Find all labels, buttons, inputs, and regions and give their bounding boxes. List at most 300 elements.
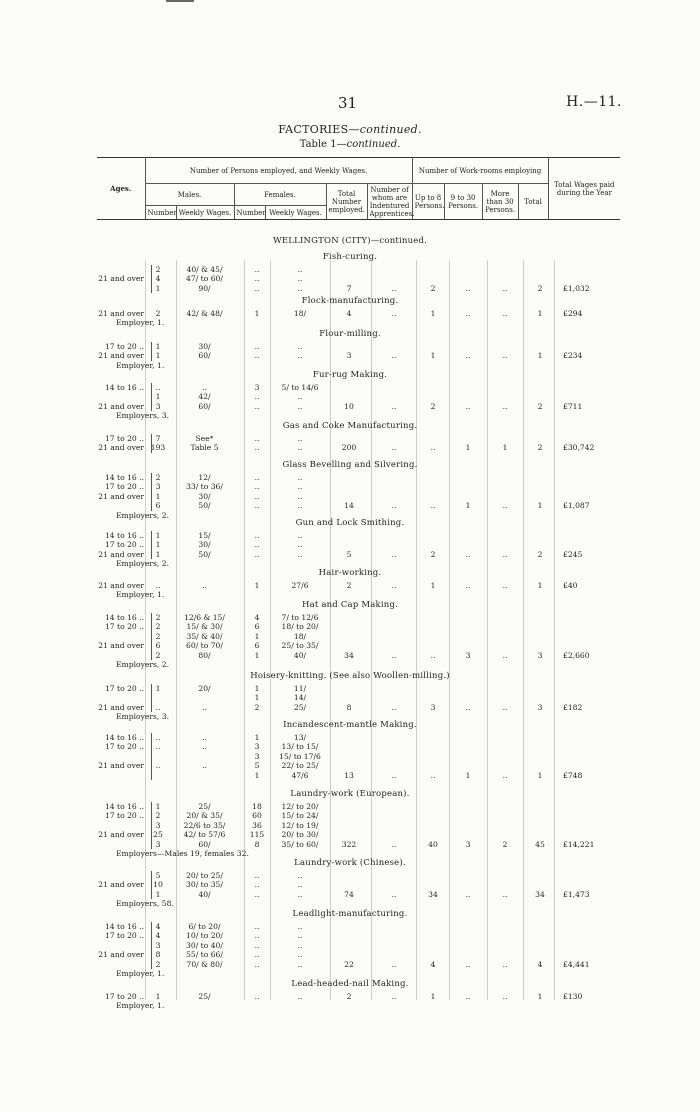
males-number-cell: 2 <box>155 622 161 632</box>
females-number-cell: .. <box>254 482 260 492</box>
table-row <box>0 581 700 591</box>
age-cell: 21 and over <box>98 702 144 712</box>
nine-to-30-cell: .. <box>465 401 471 411</box>
females-wages-cell: .. <box>297 283 303 293</box>
males-number-cell: 1 <box>155 342 161 351</box>
section-heading: Hair-working. <box>318 568 382 578</box>
females-wages-cell: 18/ to 20/ <box>281 622 319 632</box>
females-number-cell: 5 <box>254 761 260 771</box>
section-heading: Fur-rug Making. <box>312 370 388 380</box>
workrooms-total-cell: 4 <box>537 959 543 969</box>
females-number-cell: .. <box>254 283 260 293</box>
nine-to-30-cell: .. <box>465 549 471 559</box>
females-number-cell: .. <box>254 880 260 890</box>
total-wages-cell: £4,441 <box>563 959 590 969</box>
females-number-cell: .. <box>254 342 260 351</box>
page-number: 31 <box>338 94 358 112</box>
up-to-8-cell: 2 <box>430 549 436 559</box>
males-number-cell: 193 <box>150 443 166 453</box>
males-wages-cell: 33/ to 36/ <box>186 482 223 492</box>
header-indentured: Number of whom are Indentured Apprentices. <box>367 184 412 220</box>
females-wages-cell: .. <box>297 392 303 402</box>
females-number-cell: .. <box>254 392 260 402</box>
males-number-cell: 5 <box>155 871 161 880</box>
section-heading: Glass Bevelling and Silvering. <box>282 460 418 470</box>
females-wages-cell: .. <box>297 950 303 960</box>
header-more-than-30: More than 30 Persons. <box>482 184 518 220</box>
males-number-cell: 4 <box>155 922 161 931</box>
row-brace <box>151 265 154 293</box>
males-wages-cell: 20/ <box>198 684 211 693</box>
females-wages-cell: .. <box>297 922 303 931</box>
females-number-cell: 1 <box>254 309 260 318</box>
total-wages-cell: £748 <box>563 770 583 780</box>
males-wages-cell: 12/6 & 15/ <box>184 613 225 622</box>
more-than-30-cell: .. <box>502 401 508 411</box>
nine-to-30-cell: .. <box>465 283 471 293</box>
females-number-cell: 1 <box>254 650 260 660</box>
males-wages-cell: 20/ & 35/ <box>186 811 223 821</box>
males-wages-cell: .. <box>202 761 207 771</box>
up-to-8-cell: .. <box>430 770 436 780</box>
males-wages-cell: .. <box>202 742 207 752</box>
age-cell: 21 and over <box>98 443 144 453</box>
males-wages-cell: .. <box>202 581 207 590</box>
females-number-cell: 36 <box>252 820 262 830</box>
females-number-cell: 18 <box>252 802 262 811</box>
row-brace <box>151 383 154 411</box>
females-number-cell: 8 <box>254 839 260 849</box>
nine-to-30-cell: .. <box>465 992 471 1001</box>
females-wages-cell: 35/ to 60/ <box>281 839 319 849</box>
employers-note: Employers, 2. <box>116 559 169 569</box>
table-row <box>0 771 700 781</box>
workrooms-total-cell: 2 <box>537 549 543 559</box>
females-number-cell: .. <box>254 265 260 274</box>
males-wages-cell: 60/ <box>198 401 211 411</box>
age-cell: 14 to 16 .. <box>104 922 144 931</box>
table-row <box>0 443 700 453</box>
total-employed-cell: 2 <box>346 581 352 590</box>
nine-to-30-cell: 1 <box>465 770 471 780</box>
females-number-cell: 115 <box>249 830 265 840</box>
section-heading: Incandescent-mantle Making. <box>283 720 417 730</box>
age-cell: 17 to 20 .. <box>104 992 144 1001</box>
age-cell: 21 and over <box>98 761 144 771</box>
workrooms-total-cell: 2 <box>537 401 543 411</box>
females-wages-cell: 15/ to 24/ <box>281 811 319 821</box>
age-cell: 21 and over <box>98 880 144 890</box>
total-wages-cell: £245 <box>563 549 583 559</box>
age-cell: 17 to 20 .. <box>104 540 144 550</box>
section-heading: Gas and Coke Manufacturing. <box>282 421 418 431</box>
nine-to-30-cell: 3 <box>465 839 471 849</box>
indentured-cell: .. <box>391 501 397 511</box>
females-number-cell: 1 <box>254 770 260 780</box>
up-to-8-cell: 1 <box>430 581 436 590</box>
males-wages-cell: 55/ to 66/ <box>186 950 223 960</box>
males-number-cell: 7 <box>155 434 161 443</box>
table-row <box>0 309 700 319</box>
females-wages-cell: 20/ to 30/ <box>281 830 319 840</box>
males-number-cell: 3 <box>155 401 161 411</box>
employers-note: Employer, 1. <box>116 590 165 600</box>
males-number-cell: 3 <box>155 839 161 849</box>
males-wages-cell: 35/ & 40/ <box>186 631 223 641</box>
header-females: Females. <box>234 184 326 206</box>
males-wages-cell: 6/ to 20/ <box>188 922 221 931</box>
total-employed-cell: 10 <box>344 401 354 411</box>
females-number-cell: 3 <box>254 383 260 392</box>
total-wages-cell: £1,032 <box>563 283 590 293</box>
total-employed-cell: 4 <box>346 309 352 318</box>
females-number-cell: .. <box>254 940 260 950</box>
age-cell: 17 to 20 .. <box>104 482 144 492</box>
age-cell: 17 to 20 .. <box>104 684 144 693</box>
workrooms-total-cell: 45 <box>535 839 545 849</box>
males-number-cell: 2 <box>155 309 161 318</box>
females-number-cell: .. <box>254 401 260 411</box>
total-wages-cell: £1,087 <box>563 501 590 511</box>
females-wages-cell: .. <box>297 491 303 501</box>
males-number-cell: 1 <box>155 802 161 811</box>
males-number-cell: 3 <box>155 820 161 830</box>
more-than-30-cell: .. <box>502 702 508 712</box>
males-wages-cell: 10/ to 20/ <box>186 931 223 941</box>
males-wages-cell: 60/ <box>198 839 211 849</box>
total-wages-cell: £130 <box>563 992 583 1001</box>
age-cell: 14 to 16 .. <box>104 802 144 811</box>
males-number-cell: 4 <box>155 931 161 941</box>
males-wages-cell: 25/ <box>198 802 211 811</box>
header-total-employed: Total Number employed. <box>326 184 367 220</box>
up-to-8-cell: .. <box>430 501 436 511</box>
more-than-30-cell: .. <box>502 351 508 361</box>
age-cell: 17 to 20 .. <box>104 811 144 821</box>
row-brace <box>151 871 154 899</box>
total-employed-cell: 8 <box>346 702 352 712</box>
section-heading: Lead-headed-nail Making. <box>291 979 409 989</box>
section-heading: Hat and Cap Making. <box>301 600 399 610</box>
table-subtitle <box>0 139 700 150</box>
females-wages-cell: 47/6 <box>291 770 309 780</box>
females-number-cell: .. <box>254 889 260 899</box>
females-wages-cell: .. <box>297 501 303 511</box>
males-number-cell: 1 <box>155 283 161 293</box>
females-wages-cell: .. <box>297 540 303 550</box>
males-wages-cell: 80/ <box>198 650 211 660</box>
row-brace <box>151 684 154 712</box>
age-cell: 17 to 20 .. <box>104 622 144 632</box>
header-workrooms-group: Number of Work-rooms employing <box>412 158 548 184</box>
nine-to-30-cell: .. <box>465 351 471 361</box>
males-number-cell: 6 <box>155 641 161 651</box>
males-number-cell: 1 <box>155 889 161 899</box>
age-cell: 21 and over <box>98 950 144 960</box>
up-to-8-cell: 34 <box>428 889 438 899</box>
section-heading: Fish-curing. <box>322 252 378 262</box>
row-brace <box>151 342 154 361</box>
females-number-cell: 2 <box>254 702 260 712</box>
males-wages-cell: 50/ <box>198 549 211 559</box>
age-cell: 17 to 20 .. <box>104 434 144 443</box>
females-number-cell: .. <box>254 540 260 550</box>
indentured-cell: .. <box>391 443 397 453</box>
females-wages-cell: .. <box>297 482 303 492</box>
males-wages-cell: 47/ to 60/ <box>186 274 223 284</box>
males-wages-cell: 30/ <box>198 540 211 550</box>
females-wages-cell: .. <box>297 351 303 361</box>
males-wages-cell: .. <box>202 702 207 712</box>
more-than-30-cell: .. <box>502 650 508 660</box>
males-number-cell: 2 <box>155 650 161 660</box>
females-wages-cell: 25/ to 35/ <box>281 641 319 651</box>
nine-to-30-cell: .. <box>465 581 471 590</box>
males-wages-cell: .. <box>202 733 207 742</box>
females-number-cell: 1 <box>254 733 260 742</box>
workrooms-total-cell: 34 <box>535 889 545 899</box>
employers-note: Employer, 1. <box>116 318 165 328</box>
females-number-cell: 1 <box>254 631 260 641</box>
header-females-number: Number <box>234 206 265 220</box>
nine-to-30-cell: .. <box>465 309 471 318</box>
employers-note: Employers, 3. <box>116 712 169 722</box>
females-number-cell: 60 <box>252 811 262 821</box>
indentured-cell: .. <box>391 283 397 293</box>
section-heading: Hoisery-knitting. (See also Woollen-milling.) <box>250 671 450 681</box>
up-to-8-cell: 4 <box>430 959 436 969</box>
up-to-8-cell: 1 <box>430 351 436 361</box>
age-cell: 17 to 20 .. <box>104 342 144 351</box>
age-cell: 14 to 16 .. <box>104 531 144 540</box>
more-than-30-cell: .. <box>502 283 508 293</box>
females-wages-cell: 5/ to 14/6 <box>281 383 319 392</box>
total-employed-cell: 322 <box>341 839 357 849</box>
section-heading: Gun and Lock Smithing. <box>295 518 405 528</box>
indentured-cell: .. <box>391 549 397 559</box>
males-number-cell: 3 <box>155 482 161 492</box>
workrooms-total-cell: 1 <box>537 309 543 318</box>
header-persons-group: Number of Persons employed, and Weekly Wages. <box>145 158 412 184</box>
employers-note: Employers, 2. <box>116 660 169 669</box>
females-number-cell: 1 <box>254 581 260 590</box>
total-wages-cell: £30,742 <box>563 443 595 453</box>
city-heading: WELLINGTON (CITY)—continued. <box>272 236 428 246</box>
table-row <box>0 501 700 511</box>
males-wages-cell: 25/ <box>198 992 211 1001</box>
females-wages-cell: .. <box>297 889 303 899</box>
males-wages-cell: .. <box>202 383 207 392</box>
indentured-cell: .. <box>391 959 397 969</box>
females-wages-cell: 40/ <box>293 650 307 660</box>
males-number-cell: 6 <box>155 501 161 511</box>
males-wages-cell: 15/ <box>198 531 211 540</box>
indentured-cell: .. <box>391 401 397 411</box>
document-reference: H.—11. <box>566 94 622 110</box>
females-number-cell: .. <box>254 549 260 559</box>
females-wages-cell: 7/ to 12/6 <box>281 613 319 622</box>
males-number-cell: 1 <box>155 684 161 693</box>
females-wages-cell: .. <box>297 931 303 941</box>
females-number-cell: 3 <box>254 751 260 761</box>
males-wages-cell: 60/ <box>198 351 211 361</box>
males-number-cell: 1 <box>155 549 161 559</box>
females-number-cell: .. <box>254 531 260 540</box>
row-brace <box>151 531 154 559</box>
row-brace <box>151 922 154 969</box>
page-title <box>0 123 700 136</box>
females-wages-cell: 18/ <box>293 309 307 318</box>
section-heading: Laundry-work (European). <box>290 789 410 799</box>
section-heading: Flock-manufacturing. <box>301 296 399 306</box>
females-number-cell: .. <box>254 922 260 931</box>
header-9-to-30: 9 to 30 Persons. <box>444 184 482 220</box>
females-wages-cell: .. <box>297 880 303 890</box>
header-total: Total <box>518 184 548 220</box>
employers-note: Employer, 1. <box>116 969 165 978</box>
up-to-8-cell: 3 <box>430 702 436 712</box>
total-employed-cell: 200 <box>341 443 357 453</box>
males-wages-cell: 22/6 to 35/ <box>183 820 226 830</box>
females-wages-cell: 12/ to 20/ <box>281 802 319 811</box>
males-number-cell: 2 <box>155 473 161 482</box>
females-wages-cell: .. <box>297 549 303 559</box>
header-males: Males. <box>145 184 234 206</box>
age-cell: 21 and over <box>98 549 144 559</box>
females-number-cell: .. <box>254 931 260 941</box>
employers-note: Employers, 2. <box>116 510 169 520</box>
age-cell: 21 and over <box>98 830 144 840</box>
nine-to-30-cell: 1 <box>465 443 471 453</box>
males-wages-cell: 20/ to 25/ <box>186 871 223 880</box>
up-to-8-cell: 2 <box>430 401 436 411</box>
total-wages-cell: £234 <box>563 351 583 361</box>
subtitle-main: Table 1— <box>299 139 347 150</box>
workrooms-total-cell: 1 <box>537 351 543 361</box>
total-wages-cell: £1,473 <box>563 889 590 899</box>
males-wages-cell: 70/ & 80/ <box>186 959 223 969</box>
indentured-cell: .. <box>391 351 397 361</box>
males-number-cell: 1 <box>155 392 161 402</box>
more-than-30-cell: 2 <box>502 839 508 849</box>
employers-note: Employers, 58. <box>116 899 174 909</box>
indentured-cell: .. <box>391 650 397 660</box>
age-cell: 21 and over <box>98 309 144 318</box>
males-wages-cell: 40/ & 45/ <box>186 265 223 274</box>
males-number-cell: .. <box>155 383 161 392</box>
row-brace <box>151 802 154 849</box>
males-number-cell: 2 <box>155 613 161 622</box>
indentured-cell: .. <box>391 581 397 590</box>
workrooms-total-cell: 2 <box>537 283 543 293</box>
employers-note: Employer, 1. <box>116 1001 165 1011</box>
up-to-8-cell: .. <box>430 650 436 660</box>
header-ages: Ages. <box>97 158 145 220</box>
table-row <box>0 840 700 850</box>
females-number-cell: .. <box>254 434 260 443</box>
males-wages-cell: 42/ <box>198 392 211 402</box>
more-than-30-cell: .. <box>502 959 508 969</box>
up-to-8-cell: .. <box>430 443 436 453</box>
more-than-30-cell: .. <box>502 581 508 590</box>
males-number-cell: 8 <box>155 950 161 960</box>
section-heading: Laundry-work (Chinese). <box>294 858 406 868</box>
females-wages-cell: 27/6 <box>291 581 309 590</box>
males-wages-cell: See* <box>195 434 214 443</box>
age-cell: 17 to 20 .. <box>104 742 144 752</box>
total-employed-cell: 3 <box>346 351 352 361</box>
males-number-cell: .. <box>155 733 161 742</box>
males-number-cell: 1 <box>155 531 161 540</box>
indentured-cell: .. <box>391 309 397 318</box>
females-wages-cell: .. <box>297 992 303 1001</box>
more-than-30-cell: 1 <box>502 443 508 453</box>
females-wages-cell: 14/ <box>293 693 307 703</box>
employers-note: Employers—Males 19, females 32. <box>116 849 249 858</box>
females-wages-cell: .. <box>297 940 303 950</box>
total-wages-cell: £294 <box>563 309 583 318</box>
females-number-cell: .. <box>254 992 260 1001</box>
table-header <box>97 157 620 220</box>
males-wages-cell: 60/ to 70/ <box>186 641 223 651</box>
nine-to-30-cell: 3 <box>465 650 471 660</box>
males-number-cell: 2 <box>155 265 161 274</box>
table-row <box>0 651 700 661</box>
table-row <box>0 550 700 560</box>
row-brace <box>151 613 154 660</box>
total-wages-cell: £182 <box>563 702 583 712</box>
section-heading: Leadlight-manufacturing. <box>292 909 408 919</box>
females-number-cell: 3 <box>254 742 260 752</box>
males-number-cell: 10 <box>153 880 163 890</box>
females-number-cell: .. <box>254 443 260 453</box>
males-number-cell: 1 <box>155 992 161 1001</box>
workrooms-total-cell: 2 <box>537 443 543 453</box>
indentured-cell: .. <box>391 992 397 1001</box>
females-wages-cell: 18/ <box>293 631 307 641</box>
males-number-cell: 4 <box>155 274 161 284</box>
total-employed-cell: 14 <box>344 501 354 511</box>
more-than-30-cell: .. <box>502 309 508 318</box>
header-males-number: Number <box>145 206 176 220</box>
females-number-cell: .. <box>254 501 260 511</box>
males-number-cell: .. <box>155 702 161 712</box>
males-number-cell: 25 <box>153 830 163 840</box>
workrooms-total-cell: 1 <box>537 992 543 1001</box>
females-number-cell: .. <box>254 871 260 880</box>
nine-to-30-cell: .. <box>465 889 471 899</box>
females-wages-cell: 13/ to 15/ <box>281 742 319 752</box>
females-number-cell: 4 <box>254 613 260 622</box>
females-wages-cell: .. <box>297 473 303 482</box>
table-row <box>0 992 700 1002</box>
females-wages-cell: .. <box>297 434 303 443</box>
age-cell: 14 to 16 .. <box>104 473 144 482</box>
females-number-cell: .. <box>254 959 260 969</box>
females-number-cell: 1 <box>254 693 260 703</box>
workrooms-total-cell: 3 <box>537 650 543 660</box>
table-row <box>0 351 700 361</box>
males-wages-cell: 30/ to 35/ <box>186 880 223 890</box>
age-cell: 21 and over <box>98 401 144 411</box>
males-number-cell: 2 <box>155 631 161 641</box>
header-females-wages: Weekly Wages. <box>265 206 326 220</box>
females-number-cell: 1 <box>254 684 260 693</box>
males-number-cell: 3 <box>155 940 161 950</box>
males-wages-cell: 42/ & 48/ <box>186 309 223 318</box>
females-wages-cell: .. <box>297 274 303 284</box>
males-number-cell: 1 <box>155 540 161 550</box>
